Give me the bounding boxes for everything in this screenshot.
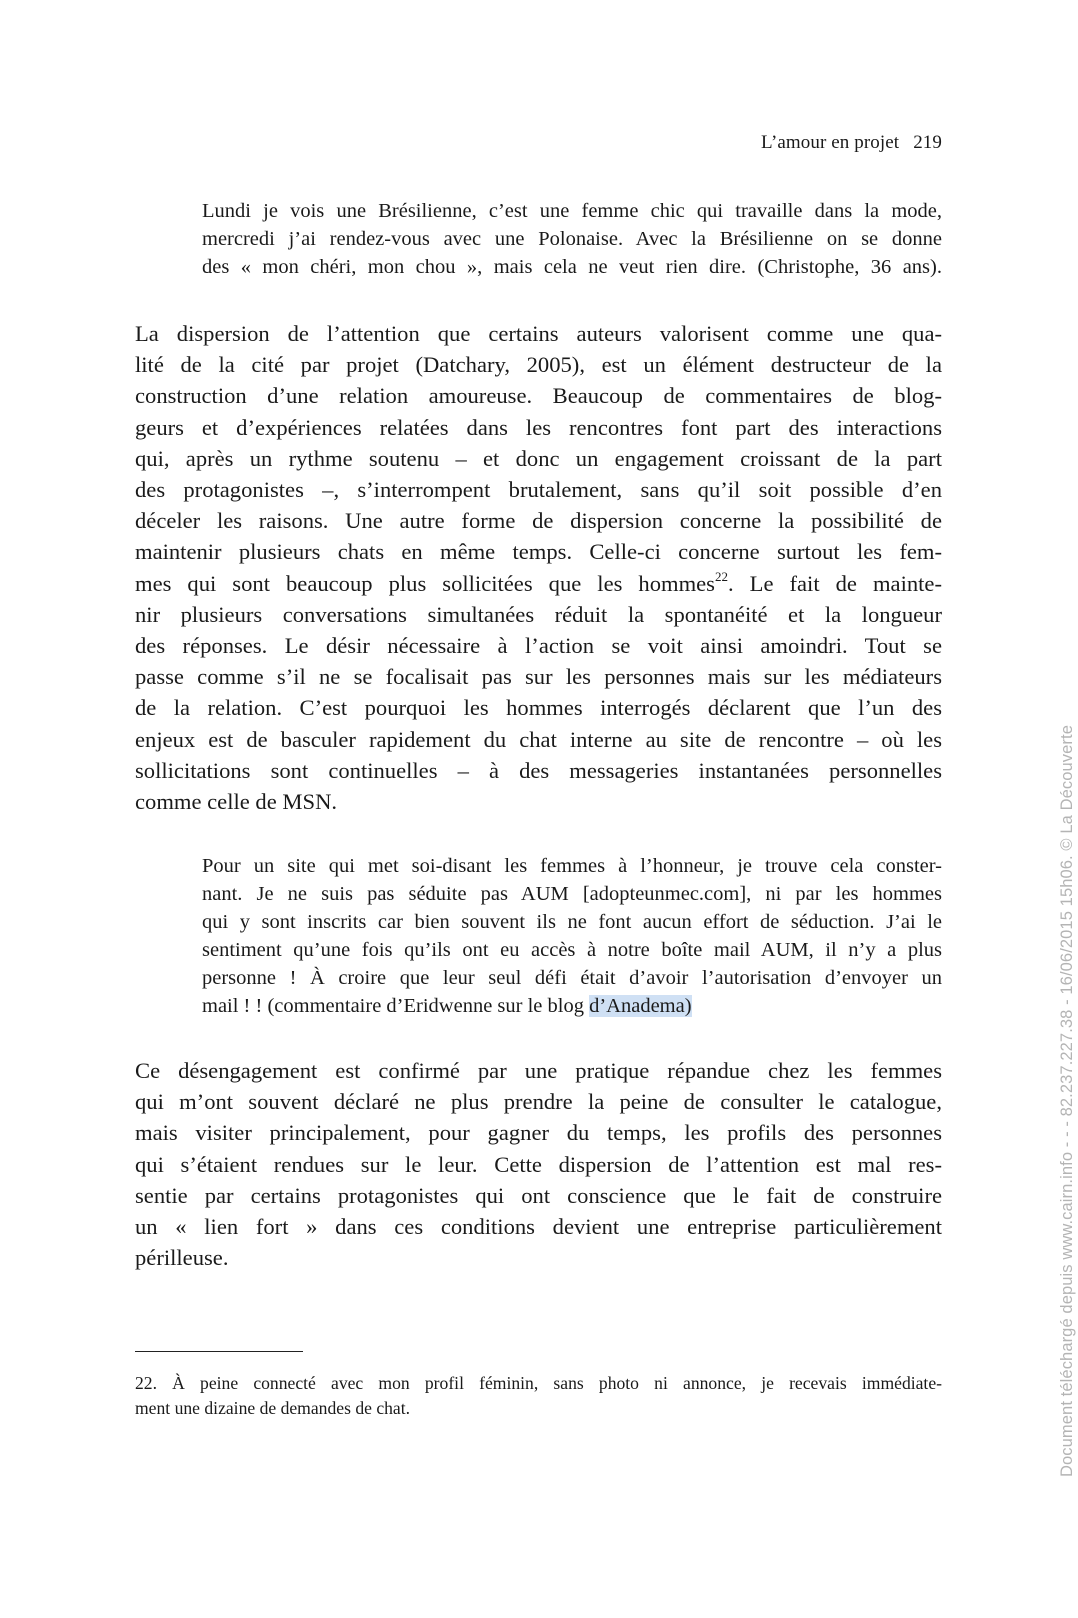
quote-2-line: Pour un site qui met soi-disant les femmes à l’honneur, je trouve cela conster- xyxy=(202,855,942,877)
paragraph-1-line-with-footnote xyxy=(135,568,942,599)
quote-2-line: sentiment qu’une fois qu’ils ont eu accès à notre boîte mail AUM, il n’y a plus xyxy=(202,939,942,961)
page-number: 219 xyxy=(913,132,942,153)
paragraph-1-line: des réponses. Le désir nécessaire à l’action se voit ainsi amoindri. Tout se xyxy=(135,633,942,659)
paragraph-1-line: lité de la cité par projet (Datchary, 2005), est un élément destructeur de la xyxy=(135,352,942,378)
quote-2-line: personne ! À croire que leur seul défi était d’avoir l’autorisation d’envoyer un xyxy=(202,967,942,989)
footnote-line: ment une dizaine de demandes de chat. xyxy=(135,1398,411,1418)
paragraph-2-line: un « lien fort » dans ces conditions devient une entreprise particulièrement xyxy=(135,1214,942,1240)
paragraph-1-line: des protagonistes –, s’interrompent brutalement, sans qu’il soit possible d’en xyxy=(135,477,942,503)
quote-1-line: des « mon chéri, mon chou », mais cela ne veut rien dire. (Christophe, 36 ans). xyxy=(202,256,942,278)
paragraph-2-line: sentie par certains protagonistes qui ont conscience que le fait de construire xyxy=(135,1182,942,1208)
paragraph-1-line: La dispersion de l’attention que certains auteurs valorisent comme une qua- xyxy=(135,321,942,346)
paragraph-1-line: passe comme s’il ne se focalisait pas sur les personnes mais sur les médiateurs xyxy=(135,664,942,690)
line-text: mes qui sont beaucoup plus sollicitées que les hommes xyxy=(135,570,715,596)
paragraph-1-line: qui, après un rythme soutenu – et donc un engagement croissant de la part xyxy=(135,445,942,471)
paragraph-1-line: maintenir plusieurs chats en même temps. Celle-ci concerne surtout les fem- xyxy=(135,539,942,565)
paragraph-2-line: qui s’étaient rendues sur le leur. Cette dispersion de l’attention est mal res- xyxy=(135,1151,942,1177)
paragraph-2 xyxy=(135,1055,942,1273)
block-quote-2 xyxy=(202,852,942,1020)
paragraph-2-line: mais visiter principalement, pour gagner du temps, les profils des personnes xyxy=(135,1120,942,1146)
footnote-22 xyxy=(135,1371,942,1421)
paragraph-1-line: construction d’une relation amoureuse. Beaucoup de commentaires de blog- xyxy=(135,383,942,409)
line-text: . Le fait de mainte- xyxy=(727,570,942,596)
download-watermark: Document téléchargé depuis www.cairn.info - - - 82.237.227.38 - 16/06/2015 15h06. © La Découverte xyxy=(1058,725,1076,1477)
text-selection-highlight[interactable]: d’Anadema) xyxy=(589,995,692,1017)
paragraph-1-line: sollicitations sont continuelles – à des messageries instantanées personnelles xyxy=(135,757,942,783)
block-quote-1 xyxy=(202,197,942,281)
quote-1-line: mercredi j’ai rendez-vous avec une Polonaise. Avec la Brésilienne on se donne xyxy=(202,228,942,250)
paragraph-1-line: déceler les raisons. Une autre forme de dispersion concerne la possibilité de xyxy=(135,508,942,534)
quote-2-line: qui y sont inscrits car bien souvent ils ne font aucun effort de séduction. J’ai le xyxy=(202,911,942,933)
paragraph-1-line: comme celle de MSN. xyxy=(135,789,338,815)
paragraph-1-line: nir plusieurs conversations simultanées réduit la spontanéité et la longueur xyxy=(135,601,942,627)
footnote-reference[interactable]: 22 xyxy=(714,568,728,584)
quote-2-last-line xyxy=(202,992,942,1020)
paragraph-2-line: Ce désengagement est confirmé par une pratique répandue chez les femmes xyxy=(135,1058,942,1083)
paragraph-1 xyxy=(135,318,942,817)
quote-1-line: Lundi je vois une Brésilienne, c’est une femme chic qui travaille dans la mode, xyxy=(202,200,942,222)
paragraph-1-line: enjeux est de basculer rapidement du chat interne au site de rencontre – où les xyxy=(135,726,942,752)
footnote-line: 22. À peine connecté avec mon profil féminin, sans photo ni annonce, je recevais immédiate- xyxy=(135,1373,942,1393)
line-text: mail ! ! (commentaire d’Eridwenne sur le blog xyxy=(202,995,590,1017)
paragraph-1-line: geurs et d’expériences relatées dans les rencontres font part des interactions xyxy=(135,414,942,440)
running-head xyxy=(135,131,942,155)
running-head-title: L’amour en projet xyxy=(761,132,900,153)
paragraph-2-line: qui m’ont souvent déclaré ne plus prendre la peine de consulter le catalogue, xyxy=(135,1089,942,1115)
footnote-separator xyxy=(135,1351,303,1352)
paragraph-1-line: de la relation. C’est pourquoi les hommes interrogés déclarent que l’un des xyxy=(135,695,942,721)
quote-2-line: nant. Je ne suis pas séduite pas AUM [adopteunmec.com], ni par les hommes xyxy=(202,883,942,905)
paragraph-2-line: périlleuse. xyxy=(135,1245,229,1271)
